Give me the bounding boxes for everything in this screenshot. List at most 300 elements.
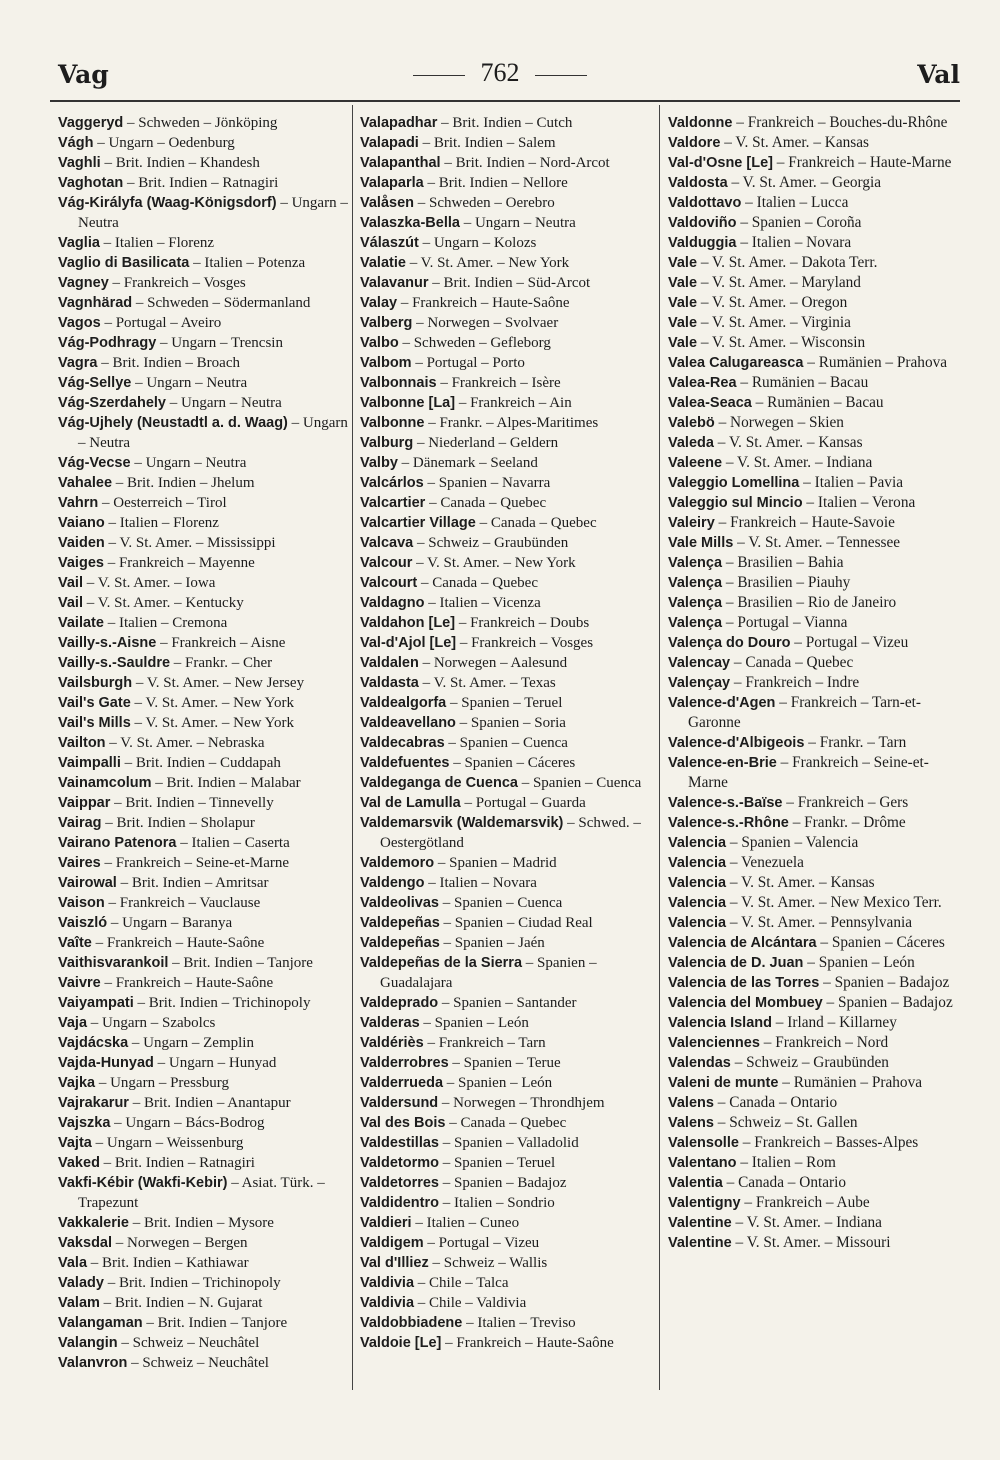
place-name: Valença do Douro	[668, 635, 791, 651]
place-name: Valderrueda	[360, 1075, 444, 1091]
place-location: – Spanien – Badajoz	[819, 974, 950, 991]
place-location: – V. St. Amer. – New York	[412, 555, 576, 571]
gazetteer-entry	[360, 353, 660, 373]
gazetteer-entry	[668, 1173, 968, 1193]
place-name: Vaja	[58, 1015, 88, 1031]
place-location: – Portugal – Vianna	[722, 614, 848, 631]
place-location: – Spanien – Cáceres	[449, 755, 576, 771]
place-name: Vail	[58, 595, 83, 611]
place-location: – V. St. Amer. – New York	[130, 715, 294, 731]
gazetteer-entry	[58, 493, 358, 513]
gazetteer-entry	[58, 173, 358, 193]
place-location: – Spanien – Valencia	[726, 834, 859, 851]
gazetteer-entry	[58, 813, 358, 833]
place-location: – Canada – Quebec	[730, 654, 854, 671]
place-name: Valdeolivas	[360, 895, 439, 911]
place-location: – Spanien – Cáceres	[816, 934, 945, 951]
gazetteer-entry	[58, 753, 358, 773]
gazetteer-entry	[58, 153, 358, 173]
place-name: Valdoviño	[668, 215, 737, 231]
place-name: Valence-en-Brie	[668, 755, 777, 771]
place-location: – V. St. Amer. – New Mexico Terr.	[726, 894, 942, 911]
gazetteer-entry	[58, 733, 358, 753]
place-location: – Canada – Quebec	[417, 575, 539, 591]
gazetteer-entry	[58, 393, 358, 413]
gazetteer-entry	[58, 133, 358, 153]
place-location: – V. St. Amer. – Mississippi	[104, 535, 276, 551]
place-location: – Frankreich – Haute-Saône	[441, 1335, 614, 1351]
gazetteer-entry	[58, 1213, 358, 1233]
gazetteer-entry	[58, 773, 358, 793]
place-name: Valdosta	[668, 175, 728, 191]
place-location: – Frankreich – Tarn	[423, 1035, 546, 1051]
gazetteer-entry	[360, 1173, 660, 1193]
place-location: – V. St. Amer. – Indiana	[731, 1214, 882, 1231]
gazetteer-entry	[58, 573, 358, 593]
place-name: Valdemarsvik (Waldemarsvik)	[360, 815, 564, 831]
place-location: – V. St. Amer. – Wisconsin	[697, 334, 866, 351]
gazetteer-entry	[58, 353, 358, 373]
place-name: Valdottavo	[668, 195, 742, 211]
gazetteer-entry	[360, 413, 660, 433]
place-name: Vaimpalli	[58, 755, 121, 771]
place-location: – Frankreich – Nord	[759, 1034, 889, 1051]
gazetteer-entry	[360, 513, 660, 533]
place-name: Vajda-Hunyad	[58, 1055, 154, 1071]
place-location: – Frankreich – Indre	[730, 674, 860, 691]
place-name: Valdore	[668, 135, 721, 151]
gazetteer-entry	[360, 913, 660, 933]
place-name: Valcour	[360, 555, 413, 571]
place-name: Vaires	[58, 855, 101, 871]
gazetteer-entry	[58, 273, 358, 293]
gazetteer-entry	[668, 673, 968, 693]
place-name: Valdepeñas de la Sierra	[360, 955, 523, 971]
place-location: – Ungarn – Neutra	[131, 375, 248, 391]
place-location: – Portugal – Porto	[411, 355, 525, 371]
place-name: Valence-s.-Rhône	[668, 815, 789, 831]
gazetteer-entry	[668, 1053, 968, 1073]
gazetteer-entry	[58, 1153, 358, 1173]
gazetteer-entry	[668, 793, 968, 813]
place-name: Valencia de D. Juan	[668, 955, 804, 971]
place-location: – Brit. Indien – Ratnagiri	[123, 175, 279, 191]
place-location: – Brit. Indien – N. Gujarat	[99, 1295, 263, 1311]
place-name: Vale	[668, 295, 698, 311]
gazetteer-entry	[360, 533, 660, 553]
place-name: Valdeganga de Cuenca	[360, 775, 518, 791]
gazetteer-entry	[360, 553, 660, 573]
gazetteer-entry	[360, 1313, 660, 1333]
place-location: – Niederland – Geldern	[413, 435, 559, 451]
place-name: Vág-Szerdahely	[58, 395, 166, 411]
place-location: – Frankreich – Vosges	[456, 635, 594, 651]
gazetteer-entry	[58, 793, 358, 813]
place-location: – Ungarn – Hunyad	[153, 1055, 277, 1071]
gazetteer-entry	[668, 493, 968, 513]
gazetteer-entry	[668, 933, 968, 953]
gazetteer-entry	[360, 1153, 660, 1173]
place-name: Valanvron	[58, 1355, 128, 1371]
place-location: – Ungarn – Oedenburg	[93, 135, 235, 151]
gazetteer-entry	[360, 133, 660, 153]
place-location: – V. St. Amer. – Nebraska	[105, 735, 265, 751]
gazetteer-column-2	[360, 113, 660, 1353]
gazetteer-entry	[58, 853, 358, 873]
gazetteer-entry	[360, 633, 660, 653]
place-location: – Asiat. Türk. – Trapezunt	[78, 1175, 325, 1211]
place-location: – Spanien – Cuenca	[439, 895, 563, 911]
gazetteer-entry	[58, 1133, 358, 1153]
header-last-keyword: Val	[917, 60, 960, 89]
gazetteer-entry	[58, 1273, 358, 1293]
place-name: Valangaman	[58, 1315, 143, 1331]
place-location: – V. St. Amer. – Texas	[418, 675, 556, 691]
place-name: Vailly-s.-Sauldre	[58, 655, 171, 671]
gazetteer-entry	[668, 133, 968, 153]
gazetteer-entry	[668, 473, 968, 493]
place-name: Valby	[360, 455, 398, 471]
gazetteer-entry	[668, 1073, 968, 1093]
gazetteer-entry	[668, 333, 968, 353]
place-location: – Ungarn – Szabolcs	[87, 1015, 216, 1031]
place-location: – Canada – Ontario	[722, 1174, 847, 1191]
gazetteer-entry	[58, 1313, 358, 1333]
place-name: Valence-d'Albigeois	[668, 735, 805, 751]
place-name: Valencia	[668, 855, 727, 871]
gazetteer-entry	[58, 1333, 358, 1353]
place-location: – Spanien – Cuenca	[517, 775, 642, 791]
place-name: Vala	[58, 1255, 88, 1271]
place-location: – Brit. Indien – Broach	[97, 355, 240, 371]
gazetteer-entry	[58, 713, 358, 733]
place-name: Valangin	[58, 1335, 118, 1351]
place-location: – Italien – Verona	[802, 494, 916, 511]
place-location: – Frankreich – Vosges	[108, 275, 246, 291]
gazetteer-entry	[360, 333, 660, 353]
gazetteer-entry	[58, 673, 358, 693]
place-name: Valeiry	[668, 515, 715, 531]
place-location: – Brit. Indien – Nellore	[423, 175, 568, 191]
gazetteer-entry	[668, 293, 968, 313]
place-location: – Italien – Rom	[736, 1154, 836, 1171]
gazetteer-entry	[668, 153, 968, 173]
place-location: – Schweiz – St. Gallen	[713, 1114, 858, 1131]
gazetteer-entry	[360, 1273, 660, 1293]
place-location: – Ungarn – Kolozs	[418, 235, 537, 251]
gazetteer-entry	[360, 993, 660, 1013]
gazetteer-entry	[360, 593, 660, 613]
place-location: – Brit. Indien – Amritsar	[116, 875, 269, 891]
place-name: Valderrobres	[360, 1055, 449, 1071]
place-name: Valensolle	[668, 1135, 739, 1151]
gazetteer-entry	[668, 593, 968, 613]
place-location: – Chile – Talca	[414, 1275, 509, 1291]
place-name: Vág-Sellye	[58, 375, 132, 391]
place-location: – Frankreich – Isère	[436, 375, 561, 391]
place-location: – Spanien – Soria	[455, 715, 566, 731]
place-location: – Brasilien – Piauhy	[722, 574, 851, 591]
place-name: Vale Mills	[668, 535, 734, 551]
place-location: – Schweden – Jönköping	[123, 115, 278, 131]
place-name: Vaghli	[58, 155, 101, 171]
place-name: Valcartier Village	[360, 515, 476, 531]
gazetteer-entry	[360, 713, 660, 733]
gazetteer-entry	[668, 393, 968, 413]
place-name: Valbonne [La]	[360, 395, 456, 411]
place-name: Valay	[360, 295, 398, 311]
gazetteer-entry	[58, 1293, 358, 1313]
gazetteer-entry	[58, 893, 358, 913]
place-location: – Frankreich – Tarn-et-Garonne	[688, 694, 922, 731]
place-location: – Spanien – Badajoz	[439, 1175, 567, 1191]
place-location: – Italien – Potenza	[189, 255, 306, 271]
place-location: – Brit. Indien – Malabar	[151, 775, 301, 791]
place-location: – V. St. Amer. – Kansas	[726, 874, 875, 891]
place-name: Vaiano	[58, 515, 105, 531]
place-name: Vág-Királyfa (Waag-Königsdorf)	[58, 195, 277, 211]
place-name: Valdengo	[360, 875, 425, 891]
gazetteer-entry	[58, 1253, 358, 1273]
place-name: Valdersund	[360, 1095, 439, 1111]
gazetteer-entry	[58, 933, 358, 953]
place-name: Val-d'Osne [Le]	[668, 155, 773, 171]
place-name: Vale	[668, 255, 698, 271]
gazetteer-entry	[58, 533, 358, 553]
place-name: Vág-Ujhely (Neustadtl a. d. Waag)	[58, 415, 288, 431]
gazetteer-column-1	[58, 113, 358, 1373]
place-name: Valens	[668, 1095, 714, 1111]
place-location: – Brit. Indien – Sholapur	[101, 815, 255, 831]
gazetteer-entry	[360, 1113, 660, 1133]
place-name: Valdidentro	[360, 1195, 439, 1211]
place-name: Vail	[58, 575, 83, 591]
gazetteer-entry	[668, 973, 968, 993]
gazetteer-entry	[360, 753, 660, 773]
gazetteer-entry	[668, 1153, 968, 1173]
place-location: – Norwegen – Throndhjem	[438, 1095, 605, 1111]
place-location: – Spanien – Teruel	[446, 695, 563, 711]
place-location: – Brit. Indien – Tinnevelly	[110, 795, 274, 811]
gazetteer-entry	[668, 1013, 968, 1033]
gazetteer-entry	[58, 693, 358, 713]
gazetteer-column-3	[668, 113, 968, 1253]
place-name: Valdieri	[360, 1215, 412, 1231]
place-name: Válaszút	[360, 235, 419, 251]
place-name: Valeggio Lomellina	[668, 475, 800, 491]
place-location: – Italien – Cremona	[103, 615, 228, 631]
gazetteer-entry	[58, 833, 358, 853]
place-name: Vagnhärad	[58, 295, 133, 311]
place-name: Valdobbiadene	[360, 1315, 463, 1331]
gazetteer-entry	[668, 653, 968, 673]
place-name: Valentia	[668, 1175, 723, 1191]
place-location: – Canada – Quebec	[445, 1115, 567, 1131]
place-name: Vaiges	[58, 555, 104, 571]
gazetteer-entry	[58, 953, 358, 973]
gazetteer-entry	[360, 373, 660, 393]
place-location: – V. St. Amer. – Maryland	[697, 274, 861, 291]
place-location: – Italien – Cuneo	[411, 1215, 520, 1231]
gazetteer-entry	[668, 353, 968, 373]
place-location: – Schweiz – Graubünden	[730, 1054, 889, 1071]
place-name: Valdahon [Le]	[360, 615, 456, 631]
gazetteer-entry	[668, 533, 968, 553]
place-location: – Irland – Killarney	[771, 1014, 897, 1031]
gazetteer-entry	[58, 253, 358, 273]
place-location: – V. St. Amer. – New York	[405, 255, 570, 271]
place-name: Vagra	[58, 355, 98, 371]
place-name: Valencia	[668, 915, 727, 931]
place-location: – Brit. Indien – Khandesh	[100, 155, 260, 171]
gazetteer-entry	[668, 513, 968, 533]
gazetteer-entry	[58, 1353, 358, 1373]
gazetteer-entry	[360, 1193, 660, 1213]
place-name: Valdériès	[360, 1035, 424, 1051]
place-location: – Frankreich – Aisne	[156, 635, 286, 651]
place-name: Valea Calugareasca	[668, 355, 804, 371]
place-name: Vairag	[58, 815, 102, 831]
place-name: Valencia de las Torres	[668, 975, 820, 991]
place-location: – Oesterreich – Tirol	[98, 495, 227, 511]
place-name: Valeda	[668, 435, 714, 451]
place-name: Vaivre	[58, 975, 101, 991]
place-name: Valença	[668, 575, 723, 591]
gazetteer-entry	[668, 1133, 968, 1153]
place-name: Valbonnais	[360, 375, 437, 391]
gazetteer-entry	[360, 673, 660, 693]
gazetteer-entry	[360, 1013, 660, 1033]
place-name: Valcava	[360, 535, 414, 551]
place-location: – Frankr. – Tarn	[804, 734, 907, 751]
gazetteer-entry	[360, 173, 660, 193]
place-location: – Spanien – Cuenca	[444, 735, 568, 751]
gazetteer-entry	[360, 213, 660, 233]
place-location: – Frankreich – Bouches-du-Rhône	[732, 114, 948, 131]
place-location: – Italien – Caserta	[176, 835, 290, 851]
place-location: – Frankreich – Aube	[740, 1194, 870, 1211]
place-name: Valavanur	[360, 275, 429, 291]
place-location: – Frankreich – Mayenne	[103, 555, 255, 571]
place-location: – Frankreich – Haute-Saône	[91, 935, 265, 951]
place-name: Valdefuentes	[360, 755, 450, 771]
place-location: – V. St. Amer. – New York	[130, 695, 295, 711]
place-name: Vaksdal	[58, 1235, 113, 1251]
gazetteer-entry	[58, 993, 358, 1013]
place-location: – Italien – Treviso	[462, 1315, 576, 1331]
place-name: Val des Bois	[360, 1115, 446, 1131]
place-name: Vág-Vecse	[58, 455, 131, 471]
gazetteer-entry	[668, 853, 968, 873]
place-location: – Spanien – León	[419, 1015, 529, 1031]
gazetteer-entry	[668, 113, 968, 133]
place-location: – Spanien – Madrid	[434, 855, 557, 871]
place-location: – Schweden – Södermanland	[132, 295, 311, 311]
gazetteer-entry	[58, 1173, 358, 1213]
place-name: Valdetorres	[360, 1175, 439, 1191]
gazetteer-entry	[668, 173, 968, 193]
place-name: Valdealgorfa	[360, 695, 447, 711]
gazetteer-entry	[360, 453, 660, 473]
gazetteer-entry	[360, 813, 660, 853]
place-location: – Italien – Novara	[424, 875, 537, 891]
gazetteer-entry	[58, 373, 358, 393]
place-location: – Venezuela	[726, 854, 804, 871]
gazetteer-entry	[360, 253, 660, 273]
place-name: Valdoie [Le]	[360, 1335, 442, 1351]
gazetteer-entry	[668, 313, 968, 333]
place-name: Valdasta	[360, 675, 419, 691]
place-name: Valaparla	[360, 175, 424, 191]
place-name: Vajka	[58, 1075, 96, 1091]
place-location: – Frankr. – Cher	[170, 655, 273, 671]
gazetteer-entry	[668, 273, 968, 293]
gazetteer-entry	[360, 1233, 660, 1253]
place-location: – Ungarn – Neutra	[166, 395, 282, 411]
gazetteer-entry	[58, 593, 358, 613]
gazetteer-entry	[58, 653, 358, 673]
place-location: – Rumänien – Prahova	[803, 354, 948, 371]
gazetteer-entry	[360, 853, 660, 873]
gazetteer-entry	[360, 793, 660, 813]
place-name: Valdivia	[360, 1295, 415, 1311]
place-location: – Ungarn – Neutra	[78, 415, 348, 451]
gazetteer-entry	[668, 1113, 968, 1133]
place-name: Valencay	[668, 655, 731, 671]
place-location: – Portugal – Aveiro	[100, 315, 222, 331]
place-location: – Schwed. – Oestergötland	[380, 815, 641, 851]
place-location: – Frankr. – Drôme	[788, 814, 906, 831]
place-name: Valatie	[360, 255, 406, 271]
gazetteer-entry	[668, 953, 968, 973]
gazetteer-entry	[360, 1253, 660, 1273]
place-location: – Schweiz – Neuchâtel	[117, 1335, 260, 1351]
place-name: Valduggia	[668, 235, 737, 251]
gazetteer-entry	[668, 1033, 968, 1053]
place-location: – Frankreich – Gers	[782, 794, 909, 811]
place-name: Valcartier	[360, 495, 426, 511]
place-location: – Brit. Indien – Tanjore	[142, 1315, 288, 1331]
gazetteer-entry	[360, 1213, 660, 1233]
gazetteer-entry	[668, 993, 968, 1013]
place-location: – Schweden – Oerebro	[414, 195, 555, 211]
place-location: – Italien – Lucca	[741, 194, 849, 211]
place-name: Valdeavellano	[360, 715, 456, 731]
gazetteer-entry	[58, 553, 358, 573]
place-location: – Chile – Valdivia	[414, 1295, 527, 1311]
place-name: Valdepeñas	[360, 915, 440, 931]
place-name: Vajdácska	[58, 1035, 129, 1051]
place-location: – Brit. Indien – Kathiawar	[87, 1255, 249, 1271]
place-name: Vaked	[58, 1155, 100, 1171]
gazetteer-entry	[668, 253, 968, 273]
place-name: Vailly-s.-Aisne	[58, 635, 157, 651]
place-name: Vaison	[58, 895, 105, 911]
place-name: Valbonne	[360, 415, 425, 431]
place-name: Vail's Gate	[58, 695, 131, 711]
place-name: Vaîte	[58, 935, 92, 951]
place-location: – Italien – Novara	[736, 234, 852, 251]
place-location: – Dänemark – Seeland	[397, 455, 538, 471]
gazetteer-entry	[668, 913, 968, 933]
place-name: Vainamcolum	[58, 775, 152, 791]
place-location: – Brit. Indien – Ratnagiri	[99, 1155, 255, 1171]
page-header	[0, 56, 1000, 96]
gazetteer-entry	[360, 733, 660, 753]
place-name: Vajta	[58, 1135, 92, 1151]
place-location: – V. St. Amer. – New Jersey	[132, 675, 305, 691]
place-location: – V. St. Amer. – Iowa	[83, 575, 216, 591]
